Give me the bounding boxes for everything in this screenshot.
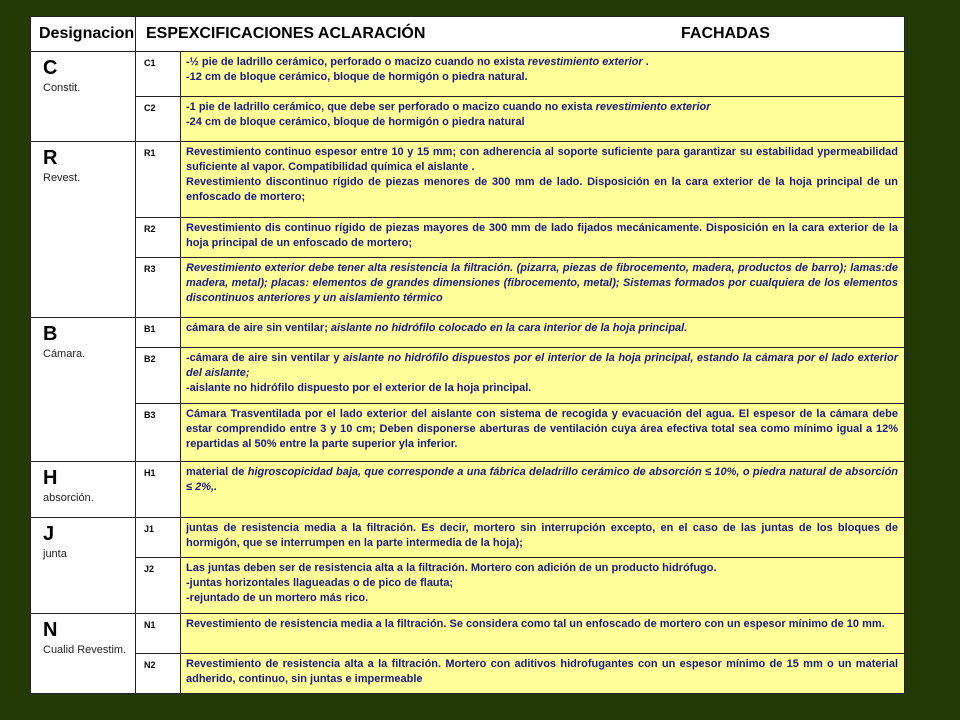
row-description: Cámara Trasventilada por el lado exterior del aislante con sistema de recogida y evacuación del agua. El espesor de la cámara debe estar comprendido entre 3 y 10 cm; Deben disponerse aberturas de ventilación cuya área efectiva total sea como mínimo igual a 12% repartidas al 50% entre la parte superior yla inferior. — [181, 404, 905, 462]
desc-text: Revestimiento exterior debe tener alta resistencia la filtración. (pizarra, piezas de fibrocemento, madera, productos de barro); lamas:de madera, metal); placas: elementos de grandes dimensiones (fibrocemento, metal); Sistemas formados por cualquiera de los elementos discontinuos anteriores y un aislamiento térmico — [186, 262, 898, 304]
group-letter: B — [43, 323, 58, 345]
group-name: absorción. — [43, 492, 94, 504]
group-name: junta — [43, 548, 67, 560]
row-code: B1 — [136, 318, 181, 348]
header-designacion: Designacion — [31, 17, 136, 52]
desc-text: -aislante no hidrófilo dispuesto por el exterior de la hoja principal. — [186, 382, 532, 394]
desc-text: aislante no hidrófilo colocado en la cara interior de la hoja principal. — [330, 322, 688, 334]
table-row — [31, 142, 905, 218]
desc-text: Las juntas deben ser de resistencia alta a la filtración. Mortero con adición de un producto hidrófugo. — [186, 562, 717, 574]
row-description — [181, 142, 905, 218]
desc-text: Revestimiento discontinuo rígido de piezas menores de 300 mm de lado. Disposición en la cara exterior de la hoja principal de un enfoscado de mortero; — [186, 176, 898, 203]
group-name: Cámara. — [43, 348, 86, 360]
group-cell-n — [31, 614, 136, 694]
row-code: J1 — [136, 518, 181, 558]
table-header-row — [31, 17, 905, 52]
row-code: C2 — [136, 97, 181, 142]
table-row — [31, 614, 905, 654]
group-letter: C — [43, 57, 58, 79]
desc-text: . — [642, 56, 649, 68]
group-cell-b — [31, 318, 136, 462]
desc-text: -12 cm de bloque cerámico, bloque de hormigón o piedra natural. — [186, 71, 528, 83]
row-code: N2 — [136, 654, 181, 694]
specifications-table — [30, 16, 905, 694]
table-row — [31, 258, 905, 318]
desc-text: revestimiento exterior — [527, 56, 643, 68]
desc-text: -1 pie de ladrillo cerámico, que debe ser perforado o macizo cuando no exista — [186, 101, 596, 113]
desc-text: cámara de aire sin ventilar; — [186, 322, 331, 334]
row-description: juntas de resistencia media a la filtración. Es decir, mortero sin interrupción excepto, en el caso de las juntas de los bloques de hormigón, que se interrumpen en la parte intermedia de la hoja); — [181, 518, 905, 558]
table-row — [31, 318, 905, 348]
desc-text: revestimiento exterior — [595, 101, 711, 113]
row-description — [181, 52, 905, 97]
row-description — [181, 558, 905, 614]
row-code: R1 — [136, 142, 181, 218]
table-row — [31, 348, 905, 404]
group-cell-r — [31, 142, 136, 318]
group-letter: H — [43, 467, 58, 489]
table-row — [31, 404, 905, 462]
desc-text: material de — [186, 466, 248, 478]
row-code: B2 — [136, 348, 181, 404]
desc-text: -rejuntado de un mortero más rico. — [186, 592, 369, 604]
group-letter: R — [43, 147, 58, 169]
group-letter: J — [43, 523, 55, 545]
table-row — [31, 518, 905, 558]
row-code: J2 — [136, 558, 181, 614]
table-row — [31, 558, 905, 614]
desc-text: Revestimiento continuo espesor entre 10 y 15 mm; con adherencia al soporte suficiente para garantizar su estabilidad ypermeabilidad suficiente al vapor. Compatibilidad química el aislante . — [186, 146, 898, 173]
group-cell-c — [31, 52, 136, 142]
group-name: Revest. — [43, 172, 81, 184]
row-code: N1 — [136, 614, 181, 654]
table-row — [31, 52, 905, 97]
desc-text: -½ pie de ladrillo cerámico, perforado o macizo cuando no exista — [186, 56, 528, 68]
group-cell-h — [31, 462, 136, 518]
desc-text: -cámara de aire sin ventilar y — [186, 352, 344, 364]
group-letter: N — [43, 619, 58, 641]
row-description — [181, 258, 905, 318]
row-description: Revestimiento de resistencia alta a la filtración. Mortero con aditivos hidrofugantes con un espesor mínimo de 15 mm o un material adherido, continuo, sin juntas e impermeable — [181, 654, 905, 694]
table-row — [31, 218, 905, 258]
header-fachadas: FACHADAS — [681, 25, 770, 42]
group-name: Constit. — [43, 82, 81, 94]
desc-text: -24 cm de bloque cerámico, bloque de hormigón o piedra natural — [186, 116, 525, 128]
row-code: H1 — [136, 462, 181, 518]
row-description — [181, 97, 905, 142]
table-row — [31, 97, 905, 142]
header-especificaciones-label: ESPEXCIFICACIONES ACLARACIÓN — [146, 25, 426, 42]
group-cell-j — [31, 518, 136, 614]
group-name: Cualid Revestim. — [43, 644, 127, 656]
desc-text: aislante no hidrófilo dispuestos por el interior de la hoja principal, estando la cámara por el lado exterior del aislante; — [186, 352, 898, 379]
row-code: R3 — [136, 258, 181, 318]
table-row — [31, 462, 905, 518]
row-code: B3 — [136, 404, 181, 462]
desc-text: -juntas horizontales llagueadas o de pico de flauta; — [186, 577, 454, 589]
table-row — [31, 654, 905, 694]
row-code: C1 — [136, 52, 181, 97]
desc-text: higroscopicidad baja, que corresponde a una fábrica deladrillo cerámico de absorción ≤ 10%, o piedra natural de absorción ≤ 2%,. — [186, 466, 899, 493]
row-description — [181, 462, 905, 518]
row-description — [181, 348, 905, 404]
header-especificaciones — [136, 17, 905, 52]
row-description — [181, 318, 905, 348]
row-code: R2 — [136, 218, 181, 258]
row-description: Revestimiento dis continuo rígido de piezas mayores de 300 mm de lado fijados mecánicamente. Disposición en la cara exterior de la hoja principal de un enfoscado de mortero; — [181, 218, 905, 258]
row-description: Revestimiento de resistencia media a la filtración. Se considera como tal un enfoscado de mortero con un espesor mínimo de 10 mm. — [181, 614, 905, 654]
